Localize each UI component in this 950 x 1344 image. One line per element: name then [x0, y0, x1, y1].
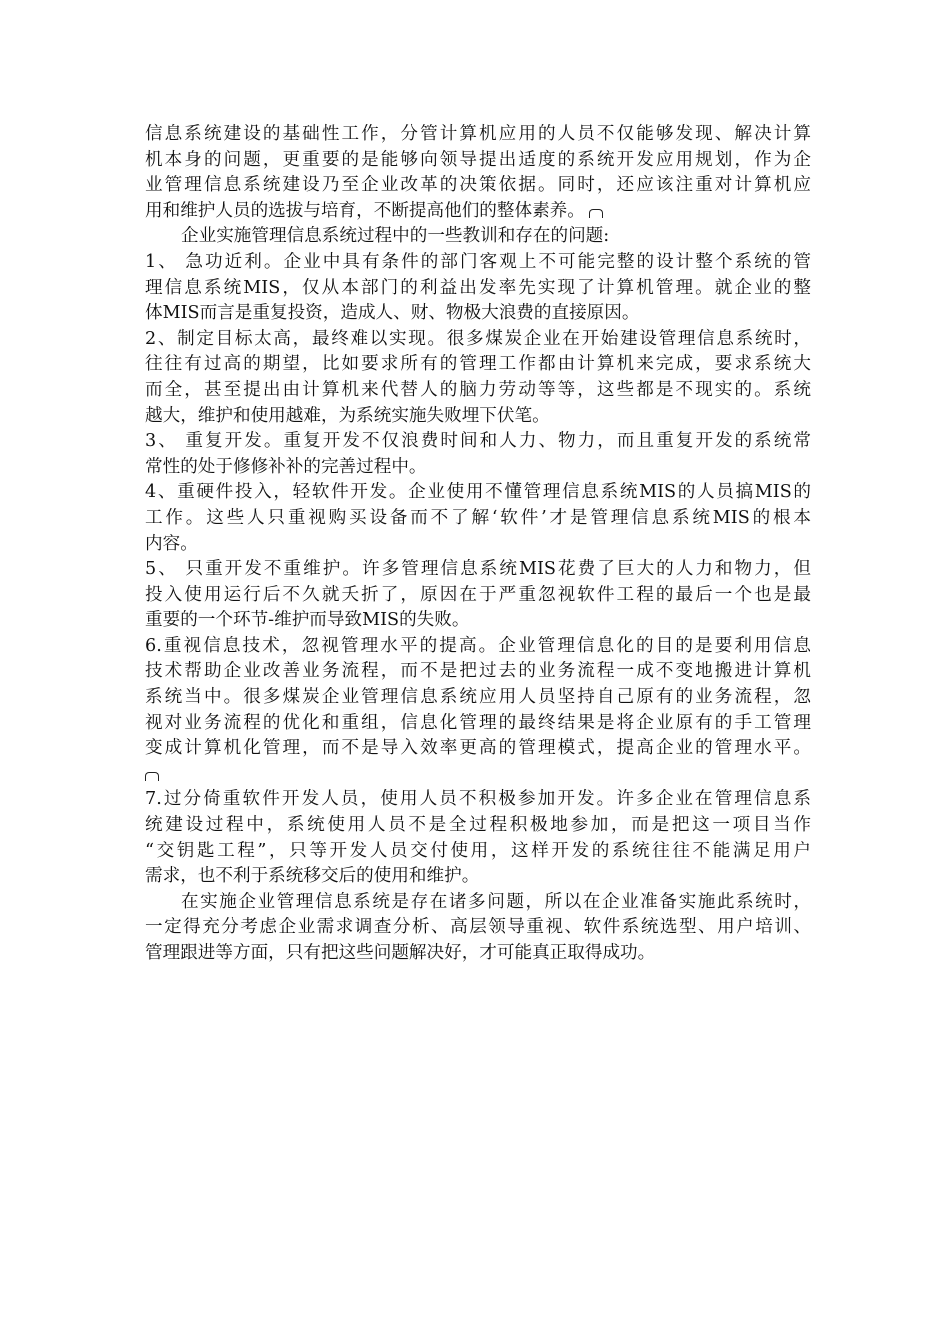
text-line: 投入使用运行后不久就夭折了，原因在于严重忽视软件工程的最后一个也是最 [145, 584, 811, 605]
text-line: 变成计算机化管理，而不是导入效率更高的管理模式，提高企业的管理水平。 [145, 738, 811, 759]
text-line: 往往有过高的期望，比如要求所有的管理工作都由计算机来完成，要求系统大 [145, 354, 811, 375]
section-heading: 企业实施管理信息系统过程中的一些教训和存在的问题: [181, 226, 610, 247]
text-line: 管理跟进等方面，只有把这些问题解决好，才可能真正取得成功。 [145, 943, 656, 963]
text-line: 7.过分倚重软件开发人员，使用人员不积极参加开发。许多企业在管理信息系 [145, 789, 811, 810]
paragraph-item-7 [145, 787, 811, 889]
text-line-with-mark [145, 199, 811, 225]
paragraph-item-6 [145, 634, 811, 788]
text-line: 重要的一个环节-维护而导致MIS的失败。 [145, 610, 470, 631]
paragraph-item-1 [145, 250, 811, 327]
paragraph-item-4 [145, 480, 811, 557]
text-line: 一定得充分考虑企业需求调查分析、高层领导重视、软件系统选型、用户培训、 [145, 917, 811, 938]
paragraph-item-5 [145, 557, 811, 634]
paragraph-intro [145, 122, 811, 224]
text-line: 理信息系统MIS，仅从本部门的利益出发率先实现了计算机管理。就企业的整 [145, 277, 811, 298]
text-line: 体MIS而言是重复投资，造成人、财、物极大浪费的直接原因。 [145, 303, 640, 324]
text-line: 3、 重复开发。重复开发不仅浪费时间和人力、物力，而且重复开发的系统常 [145, 431, 811, 452]
text-line: 信息系统建设的基础性工作，分管计算机应用的人员不仅能够发现、解决计算 [145, 124, 811, 144]
text-line: 系统当中。很多煤炭企业管理信息系统应用人员坚持自己原有的业务流程，忽 [145, 687, 811, 708]
text-line: “交钥匙工程”，只等开发人员交付使用，这样开发的系统往往不能满足用户 [145, 840, 811, 861]
text-line: 工作。这些人只重视购买设备而不了解‘软件’才是管理信息系统MIS的根本 [145, 507, 811, 528]
paragraph-item-3 [145, 429, 811, 480]
text-line: 5、 只重开发不重维护。许多管理信息系统MIS花费了巨大的人力和物力，但 [145, 559, 811, 580]
document-body [145, 122, 811, 967]
text-line: 而全，甚至提出由计算机来代替人的脑力劳动等等，这些都是不现实的。系统 [145, 379, 811, 400]
paragraph-lessons-heading [145, 224, 811, 250]
text-line: 1、 急功近利。企业中具有条件的部门客观上不可能完整的设计整个系统的管 [145, 251, 811, 272]
text-line: 在实施企业管理信息系统是存在诸多问题，所以在企业准备实施此系统时， [181, 891, 811, 912]
text-line: 4、重硬件投入，轻软件开发。企业使用不懂管理信息系统MIS的人员搞MIS的 [145, 482, 811, 503]
text-line: 业管理信息系统建设乃至企业改革的决策依据。同时，还应该注重对计算机应 [145, 175, 811, 196]
text-line: 需求，也不利于系统移交后的使用和维护。 [145, 866, 480, 887]
text-line: 机本身的问题，更重要的是能够向领导提出适度的系统开发应用规划，作为企 [145, 149, 811, 170]
mark-line [145, 762, 811, 788]
text-line: 用和维护人员的选拔与培育，不断提高他们的整体素养。 [145, 200, 585, 221]
text-line: 内容。 [145, 533, 198, 554]
text-line: 技术帮助企业改善业务流程，而不是把过去的业务流程一成不变地搬进计算机 [145, 661, 811, 682]
paragraph-mark-icon [145, 772, 159, 781]
text-line: 统建设过程中，系统使用人员不是全过程积极地参加，而是把这一项目当作 [145, 815, 811, 836]
text-line: 视对业务流程的优化和重组，信息化管理的最终结果是将企业原有的手工管理 [145, 712, 811, 733]
text-line: 2、制定目标太高，最终难以实现。很多煤炭企业在开始建设管理信息系统时， [145, 328, 811, 349]
paragraph-mark-icon [589, 209, 603, 218]
text-line: 常性的处于修修补补的完善过程中。 [145, 456, 427, 477]
paragraph-item-2 [145, 327, 811, 429]
text-line: 6.重视信息技术，忽视管理水平的提高。企业管理信息化的目的是要利用信息 [145, 635, 811, 656]
paragraph-conclusion [145, 890, 811, 967]
text-line: 越大，维护和使用越难，为系统实施失败埋下伏笔。 [145, 405, 550, 426]
